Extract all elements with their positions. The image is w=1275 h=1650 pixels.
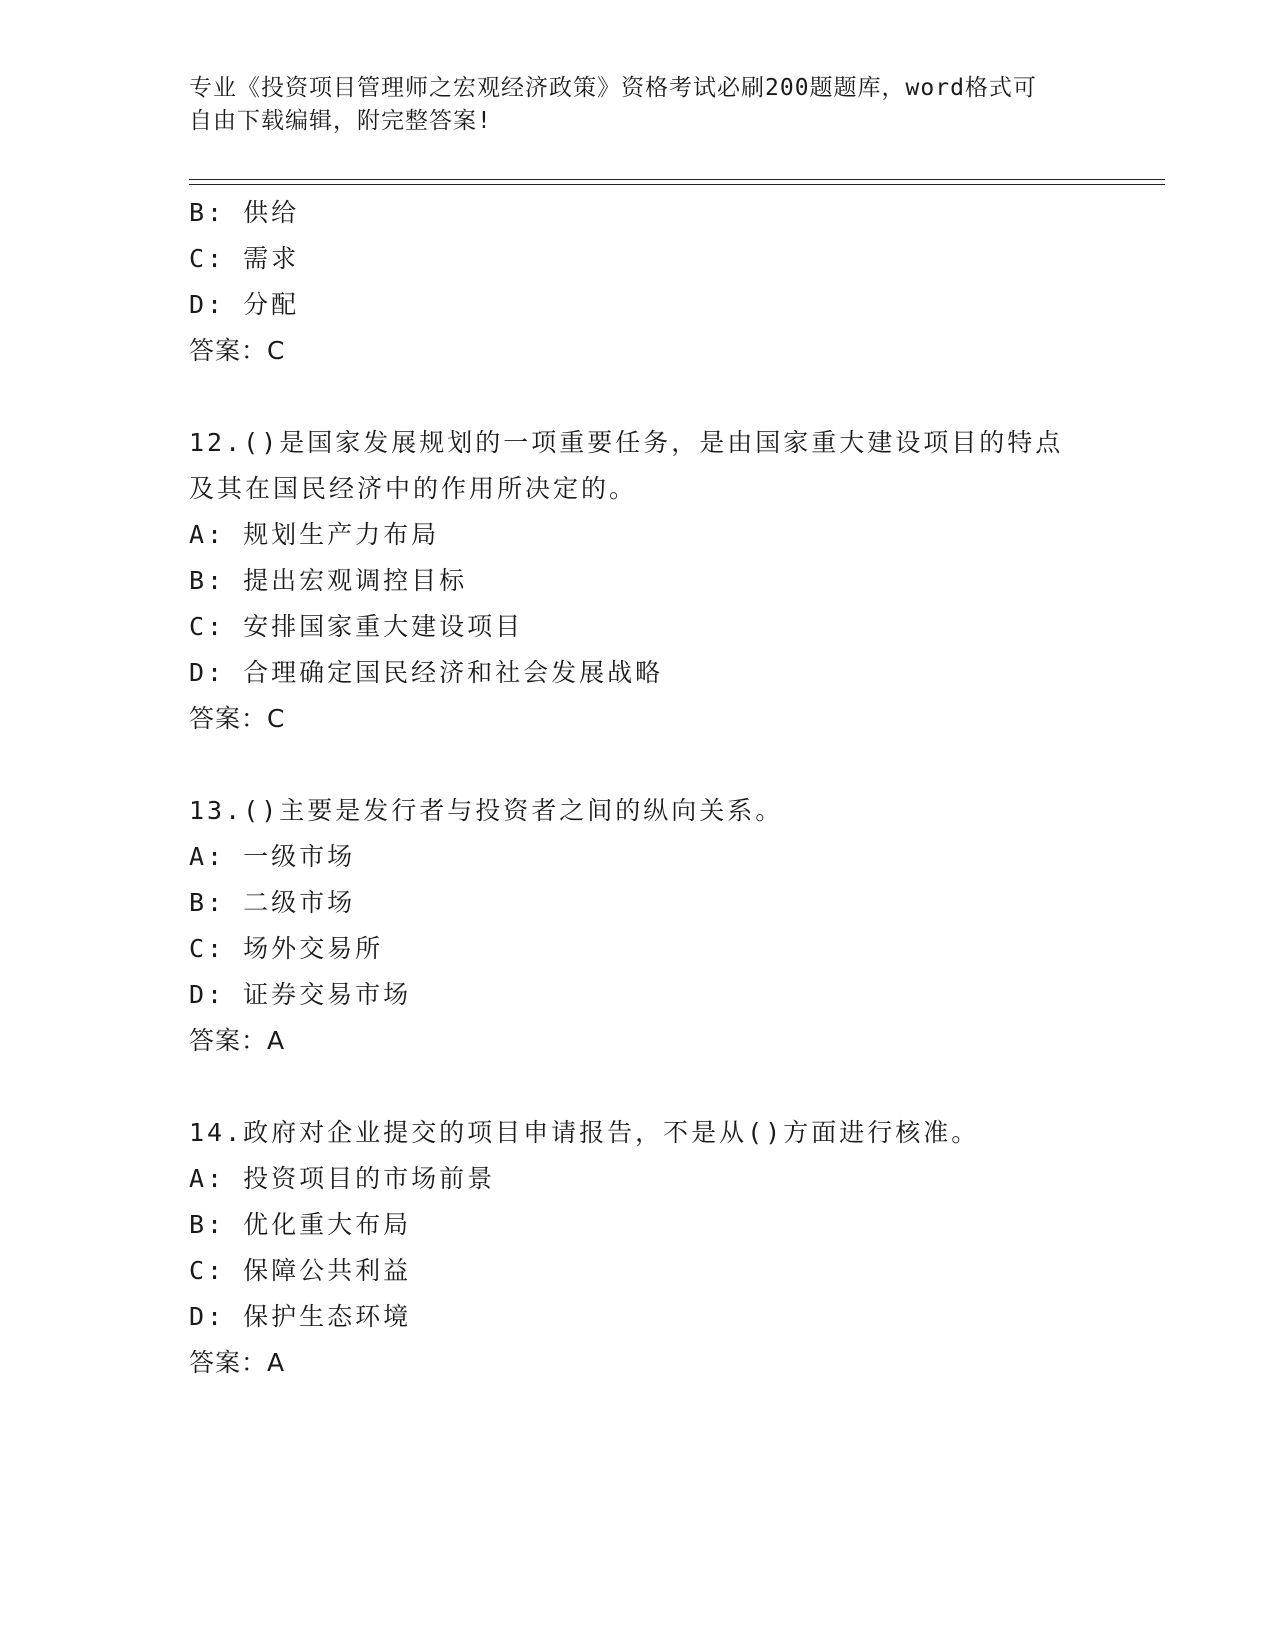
- header-line-2: 自由下载编辑，附完整答案!: [189, 108, 492, 134]
- header-divider-top: [189, 179, 1165, 180]
- option-b: B: 供给: [189, 198, 300, 227]
- question-stem: 12.()是国家发展规划的一项重要任务，是由国家重大建设项目的特点: [189, 428, 1064, 457]
- option-d: D: 合理确定国民经济和社会发展战略: [189, 658, 664, 687]
- spacer: [189, 374, 1089, 420]
- question-stem: 14.政府对企业提交的项目申请报告，不是从()方面进行核准。: [189, 1118, 980, 1147]
- header-line-1: 专业《投资项目管理师之宏观经济政策》资格考试必刷200题题库，word格式可: [189, 75, 1037, 101]
- answer: 答案：A: [189, 1348, 286, 1377]
- spacer: [189, 1064, 1089, 1110]
- option-b: B: 提出宏观调控目标: [189, 566, 468, 595]
- option-b: B: 二级市场: [189, 888, 356, 917]
- question-stem-continued: 及其在国民经济中的作用所决定的。: [189, 474, 638, 503]
- option-d: D: 证券交易市场: [189, 980, 412, 1009]
- question-list: [189, 190, 1089, 1386]
- question-stem: 13.()主要是发行者与投资者之间的纵向关系。: [189, 796, 784, 825]
- question-12: [189, 420, 1089, 742]
- option-a: A: 规划生产力布局: [189, 520, 440, 549]
- option-c: C: 需求: [189, 244, 300, 273]
- answer: 答案：C: [189, 704, 286, 733]
- option-c: C: 场外交易所: [189, 934, 384, 963]
- question-13: [189, 788, 1089, 1064]
- spacer: [189, 742, 1089, 788]
- option-d: D: 分配: [189, 290, 300, 319]
- document-header: [189, 72, 1069, 138]
- option-c: C: 保障公共利益: [189, 1256, 412, 1285]
- option-c: C: 安排国家重大建设项目: [189, 612, 524, 641]
- answer: 答案：A: [189, 1026, 286, 1055]
- option-a: A: 投资项目的市场前景: [189, 1164, 496, 1193]
- question-11-continued: [189, 190, 1089, 374]
- option-a: A: 一级市场: [189, 842, 356, 871]
- option-b: B: 优化重大布局: [189, 1210, 412, 1239]
- answer: 答案：C: [189, 336, 286, 365]
- option-d: D: 保护生态环境: [189, 1302, 412, 1331]
- question-14: [189, 1110, 1089, 1386]
- header-divider-bottom: [189, 184, 1165, 185]
